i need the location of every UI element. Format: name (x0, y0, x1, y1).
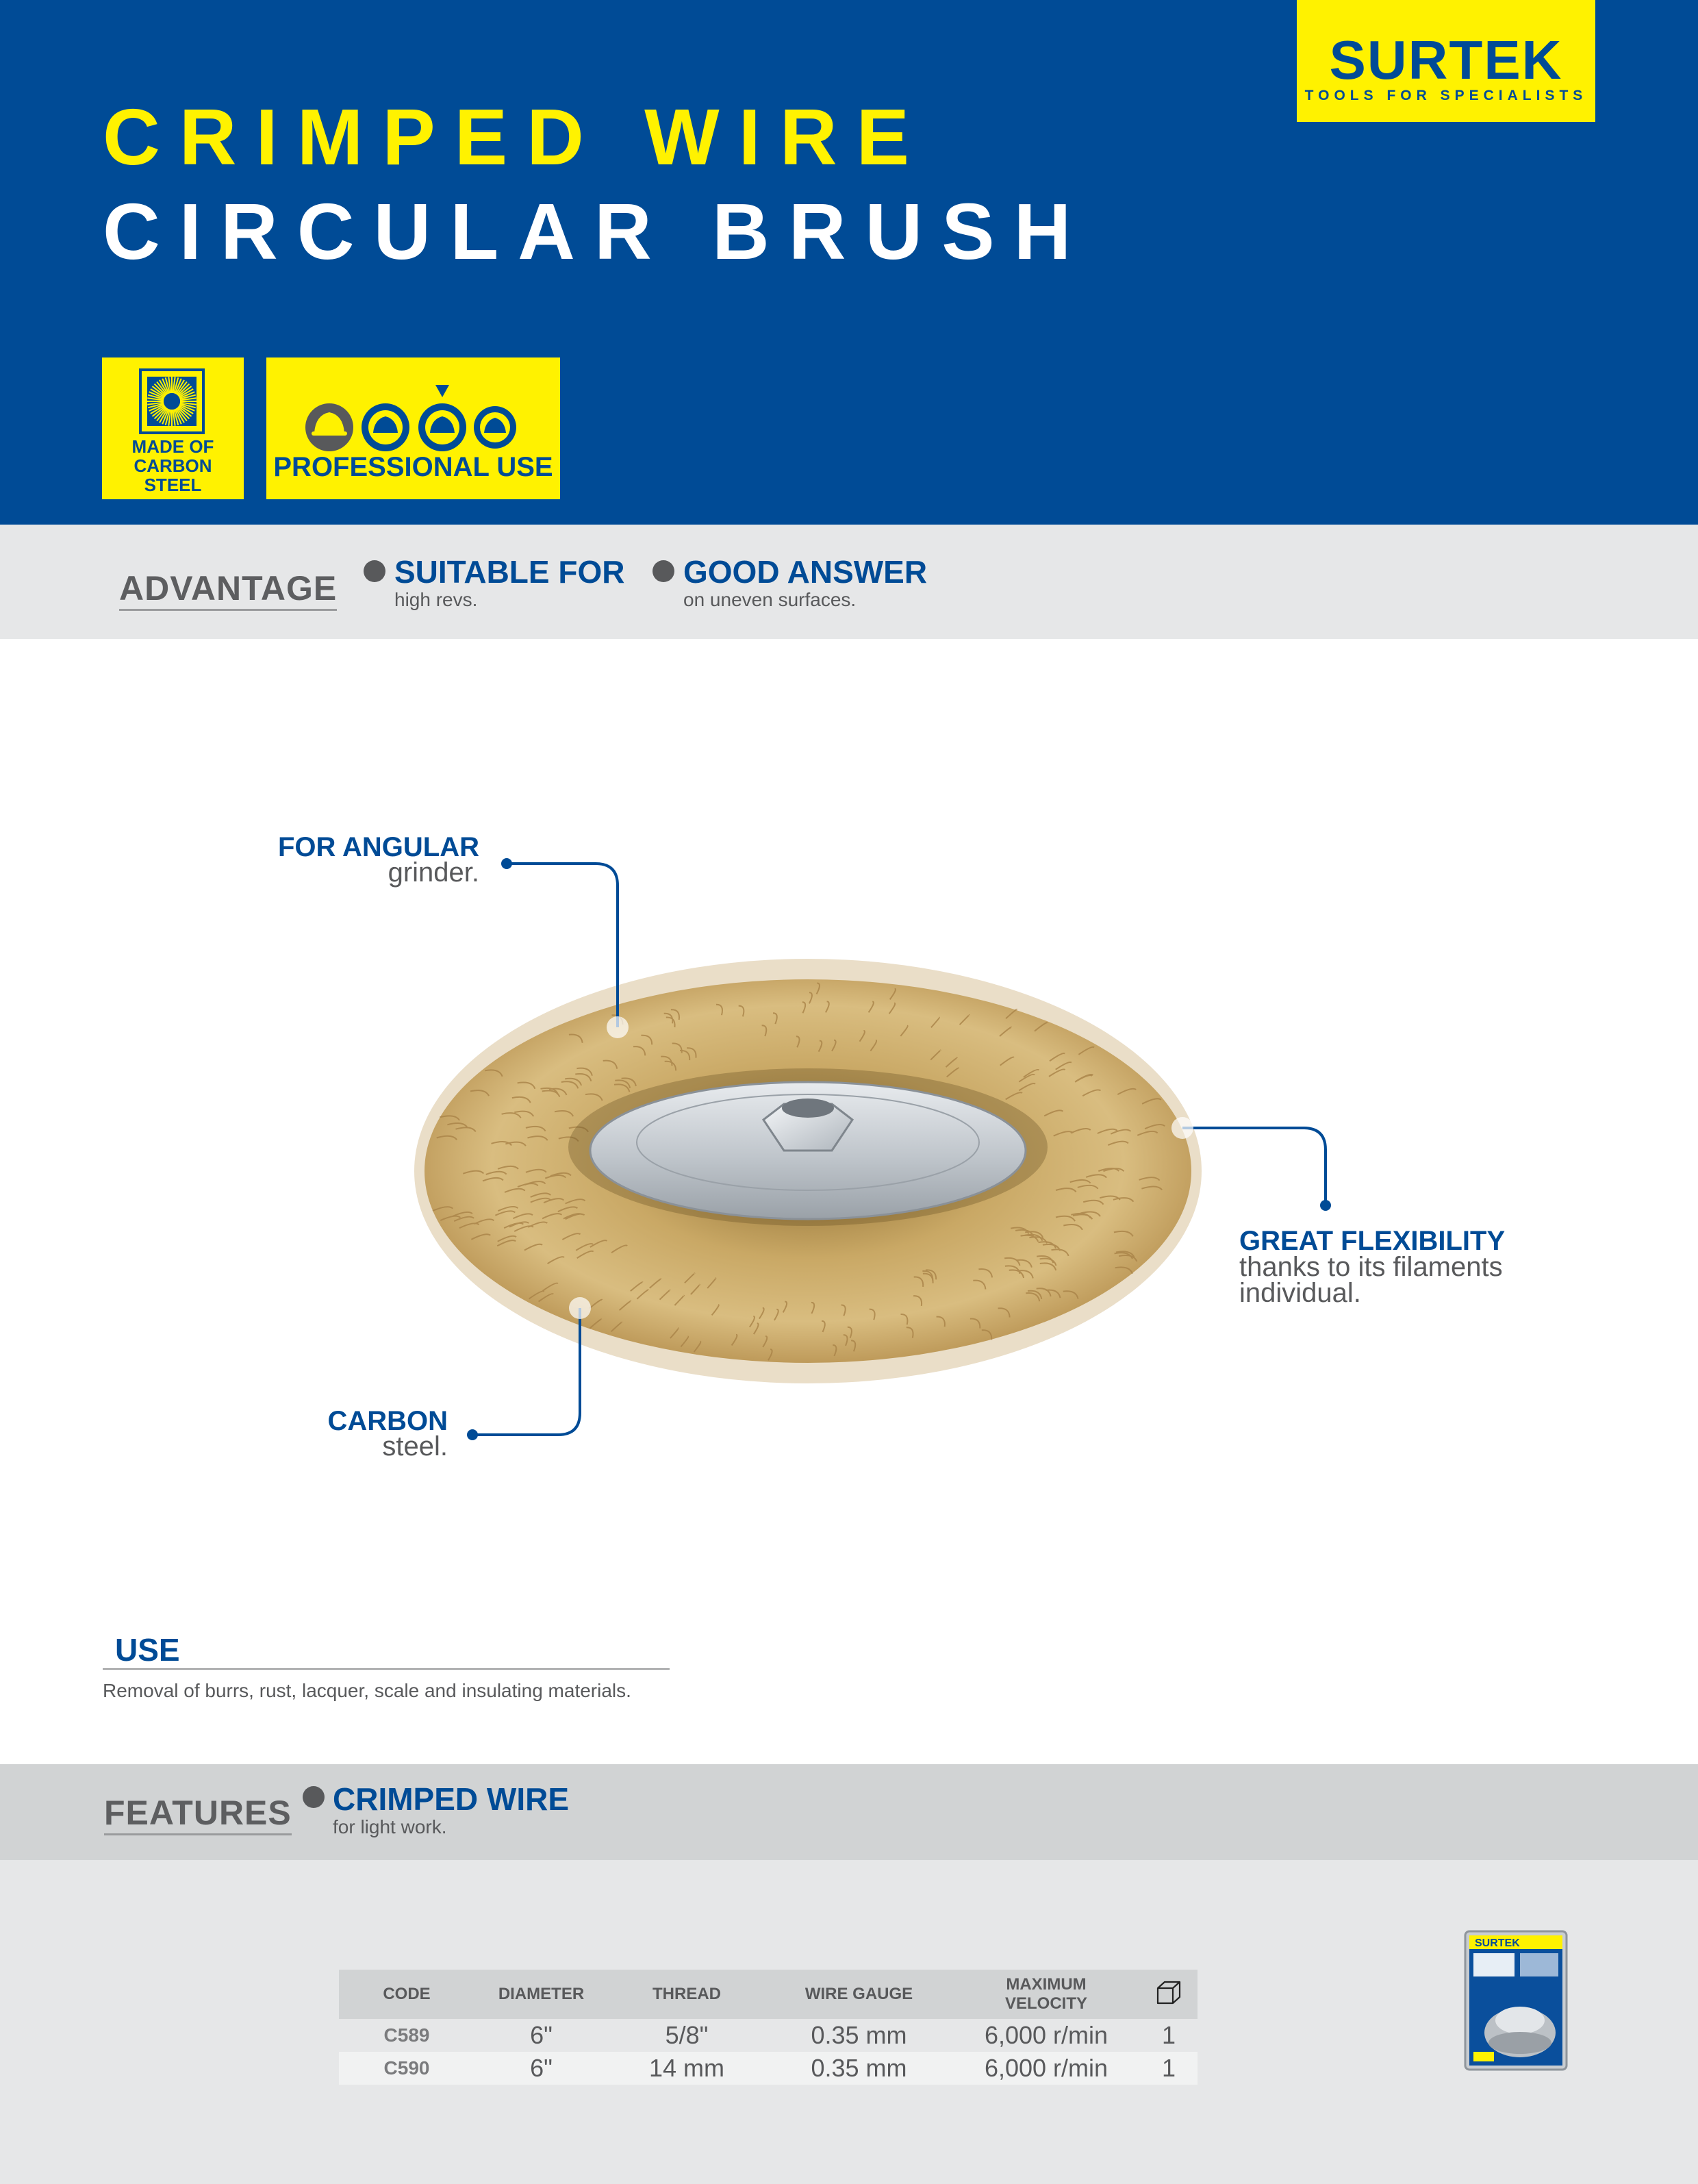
cell-velocity: 6,000 r/min (952, 2019, 1140, 2052)
cell-thread: 14 mm (608, 2052, 765, 2085)
cell-thread: 5/8" (608, 2019, 765, 2052)
column-header-diameter: DIAMETER (474, 1970, 608, 2019)
cell-diameter: 6" (474, 2019, 608, 2052)
product-title-line1: CRIMPED WIRE (103, 92, 928, 181)
hard-hat-icon-blue (362, 403, 409, 451)
brush-hub (590, 1082, 1026, 1219)
advantage-item-subtitle: high revs. (394, 589, 478, 610)
column-header-velocity (952, 1970, 1140, 2019)
feature-item-subtitle: for light work. (333, 1816, 447, 1837)
carbon-steel-sunburst-icon (138, 367, 206, 436)
carbon-badge-line: STEEL (144, 475, 202, 496)
cell-code: C589 (339, 2019, 474, 2052)
hard-hat-icon-gray (305, 403, 353, 451)
cell-diameter: 6" (474, 2052, 608, 2085)
hard-hat-icon-blue-selected (418, 403, 466, 451)
advantage-item-subtitle: on uneven surfaces. (683, 589, 857, 610)
advantage-label: ADVANTAGE (119, 570, 337, 611)
carbon-badge-line: MADE OF (131, 436, 214, 457)
spec-table (339, 1970, 1198, 2085)
column-header-code: CODE (339, 1970, 474, 2019)
callout-flexibility-subtitle: individual. (1239, 1278, 1361, 1308)
cell-wire-gauge: 0.35 mm (765, 2052, 952, 2085)
features-label: FEATURES (104, 1794, 292, 1835)
hard-hat-icons (305, 385, 517, 453)
advantage-item-title: SUITABLE FOR (394, 554, 625, 590)
velocity-header-text: MAXIMUM VELOCITY (1004, 1975, 1087, 2013)
professional-use-badge (266, 357, 560, 499)
professional-use-label: PROFESSIONAL USE (273, 452, 553, 482)
carbon-steel-badge-label (102, 437, 244, 494)
features-band (0, 1764, 1698, 1860)
selected-level-triangle-icon (435, 385, 449, 397)
crimped-wire-circular-brush-image (411, 945, 1232, 1397)
cell-quantity: 1 (1140, 2052, 1198, 2085)
carbon-steel-badge (102, 357, 244, 499)
header-banner (0, 0, 1698, 525)
table-row (339, 2019, 1198, 2052)
callout-flexibility-title: GREAT FLEXIBILITY (1239, 1226, 1506, 1256)
table-row (339, 2052, 1198, 2085)
callout-carbon-title: CARBON (327, 1406, 448, 1436)
bullet-dot (364, 560, 385, 582)
advantage-item-title: GOOD ANSWER (683, 554, 928, 590)
package-brand: SURTEK (1475, 1937, 1520, 1949)
use-divider (103, 1668, 670, 1670)
bullet-dot (303, 1786, 325, 1808)
column-header-thread: THREAD (608, 1970, 765, 2019)
box-icon (1155, 1979, 1182, 2006)
logo-wordmark: SURTEK (1329, 29, 1563, 90)
feature-item-title: CRIMPED WIRE (333, 1781, 569, 1817)
bullet-dot (652, 560, 674, 582)
cell-code: C590 (339, 2052, 474, 2085)
surtek-logo (1297, 0, 1595, 122)
cell-velocity: 6,000 r/min (952, 2052, 1140, 2085)
callout-angular-subtitle: grinder. (388, 857, 479, 888)
callout-flexibility-subtitle: thanks to its filaments (1239, 1252, 1503, 1282)
use-heading: USE (115, 1632, 180, 1668)
spec-table-header (339, 1970, 1198, 2019)
carbon-badge-line: CARBON (134, 455, 212, 477)
hard-hat-icon-blue (474, 406, 516, 449)
cell-wire-gauge: 0.35 mm (765, 2019, 952, 2052)
column-header-quantity (1140, 1970, 1198, 2019)
use-description: Removal of burrs, rust, lacquer, scale and insulating materials. (103, 1680, 631, 1701)
logo-tagline: TOOLS FOR SPECIALISTS (1304, 88, 1588, 103)
callout-carbon-subtitle: steel. (382, 1431, 448, 1461)
callout-angular-title: FOR ANGULAR (277, 832, 479, 862)
advantage-band (0, 525, 1698, 639)
product-title-line2: CIRCULAR BRUSH (103, 187, 1091, 276)
column-header-wire-gauge: WIRE GAUGE (765, 1970, 952, 2019)
blister-package-thumbnail (1464, 1930, 1568, 2071)
cell-quantity: 1 (1140, 2019, 1198, 2052)
